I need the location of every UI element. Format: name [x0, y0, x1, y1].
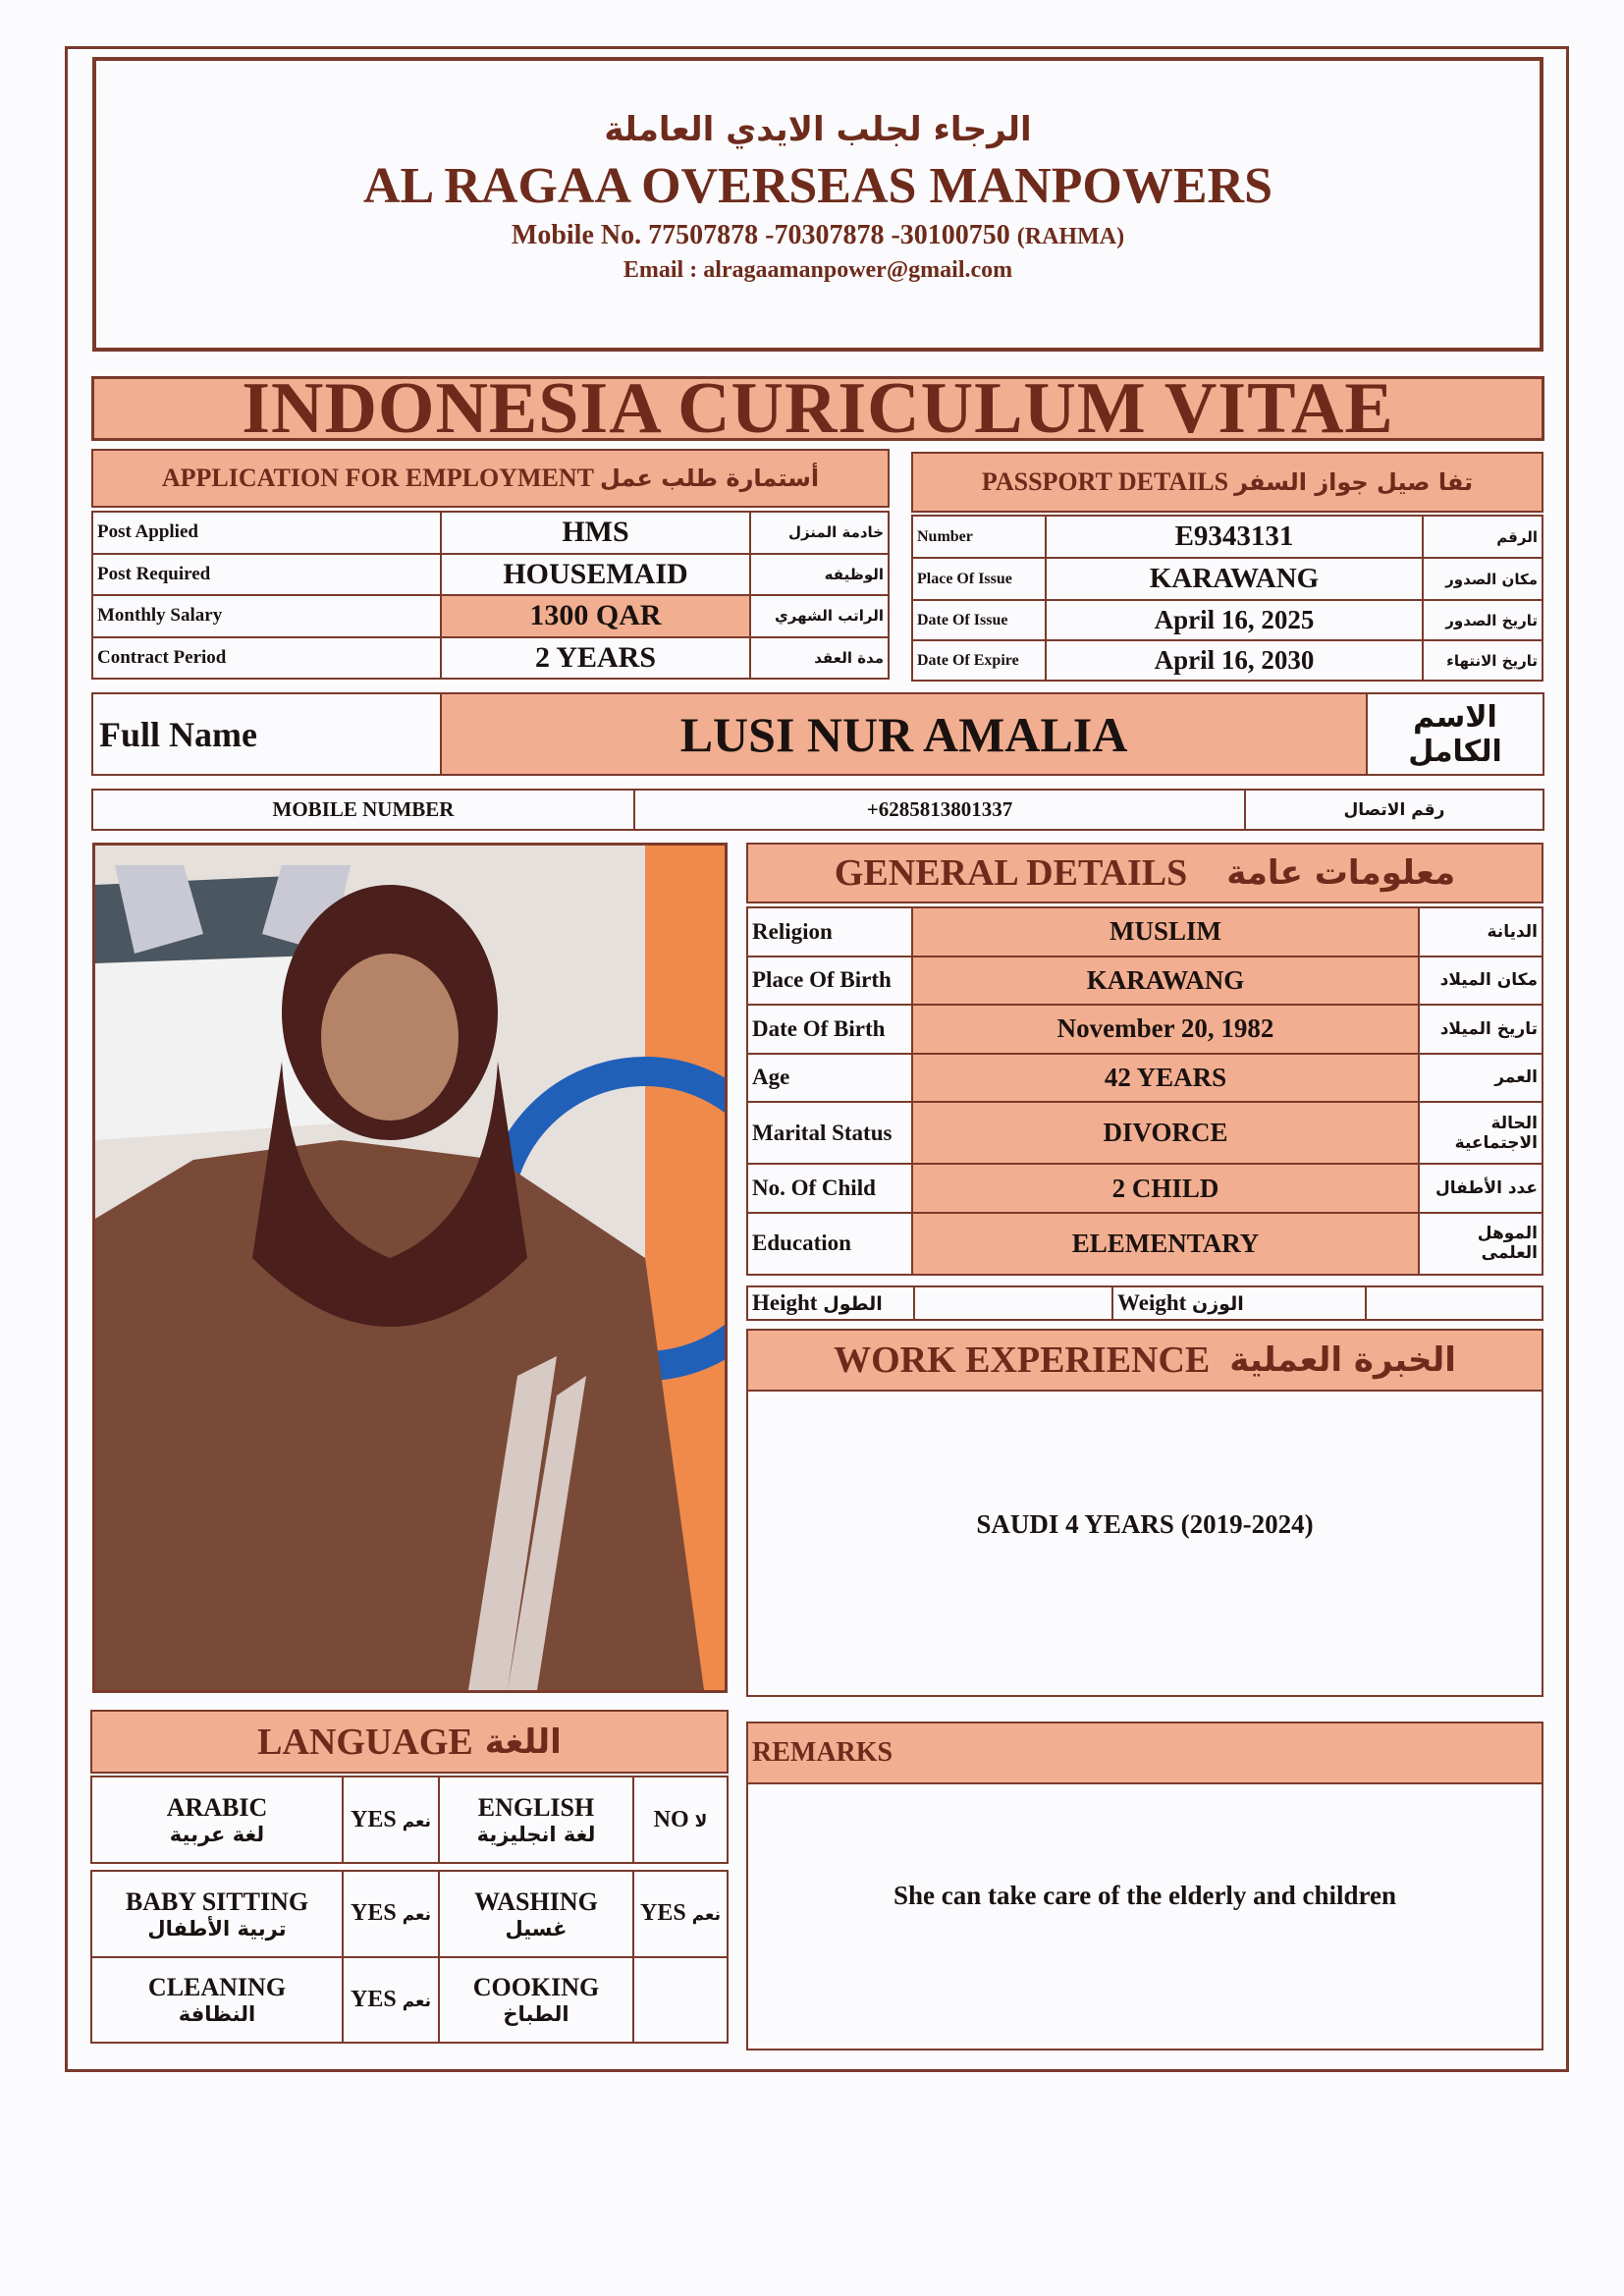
- general-value-religion: MUSLIM: [912, 907, 1419, 957]
- height-cell: [747, 1286, 914, 1320]
- app-arabic-post-required: الوظيفه: [750, 554, 889, 596]
- general-table: [746, 906, 1543, 1276]
- mobile-row: [91, 789, 1544, 831]
- skill-cleaning-label-ar: النظافة: [178, 2002, 256, 2027]
- general-arabic-children: عدد الأطفال: [1419, 1164, 1543, 1213]
- general-value-birthdate: November 20, 1982: [912, 1005, 1419, 1054]
- application-heading-en: APPLICATION FOR EMPLOYMENT: [161, 464, 594, 492]
- weight-cell: [1112, 1286, 1366, 1320]
- app-label-post-required: Post Required: [92, 554, 441, 596]
- app-value-monthly-salary: 1300 QAR: [441, 595, 750, 637]
- skill-washing-yes: YES: [640, 1900, 686, 1927]
- full-name-value: LUSI NUR AMALIA: [441, 693, 1367, 775]
- table-row: [912, 516, 1543, 558]
- general-arabic-education: الموهل العلمى: [1419, 1213, 1543, 1275]
- full-name-arabic: الاسم الكامل: [1367, 693, 1543, 775]
- cv-title-bar: [91, 368, 1544, 449]
- skill-cleaning-yes: YES: [351, 1986, 397, 2012]
- lang-english-label: ENGLISH: [477, 1793, 595, 1822]
- company-mobile: [96, 220, 1540, 251]
- work-heading: [748, 1331, 1542, 1392]
- mobile-value: +6285813801337: [634, 790, 1245, 830]
- app-label-contract-period: Contract Period: [92, 637, 441, 680]
- general-value-children: 2 CHILD: [912, 1164, 1419, 1213]
- height-weight-row: [746, 1285, 1543, 1321]
- lang-arabic-value: [343, 1777, 439, 1863]
- company-name: AL RAGAA OVERSEAS MANPOWERS: [362, 158, 1273, 214]
- lang-english-no: NO: [653, 1806, 689, 1832]
- general-heading-ar: معلومات عامة: [1226, 853, 1456, 893]
- general-heading: [746, 843, 1543, 903]
- app-arabic-contract-period: مدة العقد: [750, 637, 889, 680]
- language-heading-en: LANGUAGE: [257, 1721, 473, 1763]
- lang-english-no-ar: لا: [694, 1811, 708, 1831]
- general-value-education: ELEMENTARY: [912, 1213, 1419, 1275]
- company-email: Email : alragaamanpower@gmail.com: [623, 257, 1013, 283]
- table-row: [747, 957, 1543, 1006]
- skill-washing-label: WASHING: [474, 1886, 598, 1916]
- general-arabic-birthplace: مكان الميلاد: [1419, 957, 1543, 1006]
- general-label-religion: Religion: [747, 907, 912, 957]
- general-label-children: No. Of Child: [747, 1164, 912, 1213]
- table-row: [91, 1957, 728, 2044]
- remarks-text: She can take care of the elderly and children: [893, 1881, 1396, 1910]
- table-row: [747, 1286, 1543, 1320]
- table-row: [747, 1054, 1543, 1103]
- passport-label-place: Place Of Issue: [912, 558, 1046, 600]
- general-value-age: 42 YEARS: [912, 1054, 1419, 1103]
- cv-title: INDONESIA CURICULUM VITAE: [242, 368, 1394, 449]
- mobile-arabic: رقم الاتصال: [1245, 790, 1543, 830]
- skill-washing-value: [633, 1871, 728, 1957]
- app-value-contract-period: 2 YEARS: [441, 637, 750, 680]
- app-arabic-post-applied: خادمة المنزل: [750, 512, 889, 554]
- weight-label-ar: الوزن: [1192, 1293, 1244, 1315]
- remarks-heading: REMARKS: [752, 1737, 893, 1768]
- app-label-monthly-salary: Monthly Salary: [92, 595, 441, 637]
- language-heading: [90, 1710, 729, 1774]
- app-arabic-monthly-salary: الراتب الشهري: [750, 595, 889, 637]
- skill-cooking-cell: [439, 1957, 633, 2044]
- table-row: [92, 637, 889, 680]
- lang-arabic-cell: [91, 1777, 343, 1863]
- lang-arabic-label: ARABIC: [166, 1793, 268, 1822]
- table-row: [912, 640, 1543, 681]
- photo-illustration: [95, 846, 725, 1690]
- application-heading-ar: أستمارة طلب عمل: [599, 465, 820, 492]
- skill-cooking-label: COOKING: [472, 1973, 600, 2002]
- passport-value-number: E9343131: [1046, 516, 1423, 558]
- general-label-birthplace: Place Of Birth: [747, 957, 912, 1006]
- application-heading: [91, 449, 890, 508]
- work-experience-box: [746, 1329, 1543, 1697]
- passport-value-place: KARAWANG: [1046, 558, 1423, 600]
- skill-baby-yes-ar: نعم: [402, 1905, 431, 1926]
- lang-arabic-yes: YES: [351, 1806, 397, 1832]
- skill-cleaning-cell: [91, 1957, 343, 2044]
- candidate-photo: [92, 843, 728, 1693]
- work-heading-en: WORK EXPERIENCE: [834, 1339, 1211, 1381]
- general-label-marital: Marital Status: [747, 1102, 912, 1164]
- passport-heading: [911, 452, 1543, 513]
- skill-washing-cell: [439, 1871, 633, 1957]
- skill-baby-yes: YES: [351, 1900, 397, 1927]
- remarks-box: [746, 1722, 1543, 2050]
- language-heading-ar: اللغة: [484, 1722, 562, 1762]
- table-row: [747, 907, 1543, 957]
- general-arabic-religion: الديانة: [1419, 907, 1543, 957]
- table-row: [92, 554, 889, 596]
- skill-cleaning-yes-ar: نعم: [402, 1991, 431, 2011]
- passport-heading-en: PASSPORT DETAILS: [981, 467, 1229, 496]
- height-value: [914, 1286, 1112, 1320]
- passport-arabic-place: مكان الصدور: [1423, 558, 1543, 600]
- general-arabic-age: العمر: [1419, 1054, 1543, 1103]
- table-row: [91, 1871, 728, 1957]
- passport-label-issue-date: Date Of Issue: [912, 600, 1046, 640]
- general-label-education: Education: [747, 1213, 912, 1275]
- app-label-post-applied: Post Applied: [92, 512, 441, 554]
- weight-value: [1366, 1286, 1543, 1320]
- skill-baby-label: BABY SITTING: [125, 1886, 309, 1916]
- full-name-label: Full Name: [92, 693, 441, 775]
- general-value-birthplace: KARAWANG: [912, 957, 1419, 1006]
- lang-english-value: [633, 1777, 728, 1863]
- weight-label: Weight: [1117, 1290, 1187, 1315]
- general-label-age: Age: [747, 1054, 912, 1103]
- work-text: SAUDI 4 YEARS (2019-2024): [976, 1509, 1314, 1539]
- passport-label-expire-date: Date Of Expire: [912, 640, 1046, 681]
- table-row: [92, 693, 1543, 775]
- mobile-label: MOBILE NUMBER: [92, 790, 634, 830]
- skill-baby-value: [343, 1871, 439, 1957]
- table-row: [912, 558, 1543, 600]
- app-value-post-required: HOUSEMAID: [441, 554, 750, 596]
- skill-cleaning-value: [343, 1957, 439, 2044]
- lang-english-cell: [439, 1777, 633, 1863]
- remarks-heading-bar: [748, 1723, 1542, 1784]
- app-value-post-applied: HMS: [441, 512, 750, 554]
- table-row: [92, 512, 889, 554]
- passport-value-issue-date: April 16, 2025: [1046, 600, 1423, 640]
- table-row: [92, 790, 1543, 830]
- company-header: [92, 57, 1543, 352]
- passport-value-expire-date: April 16, 2030: [1046, 640, 1423, 681]
- work-heading-ar: الخبرة العملية: [1229, 1340, 1456, 1380]
- height-label-ar: الطول: [823, 1293, 883, 1315]
- table-row: [747, 1213, 1543, 1275]
- passport-arabic-expire-date: تاريخ الانتهاء: [1423, 640, 1543, 681]
- height-label: Height: [752, 1290, 818, 1315]
- general-arabic-marital: الحالة الاجتماعية: [1419, 1102, 1543, 1164]
- passport-table: [911, 515, 1543, 682]
- lang-english-label-ar: لغة انجليزية: [476, 1823, 596, 1846]
- skill-baby-label-ar: تربية الأطفال: [147, 1916, 287, 1941]
- table-row: [747, 1005, 1543, 1054]
- general-label-birthdate: Date Of Birth: [747, 1005, 912, 1054]
- skills-table: [90, 1870, 729, 2044]
- application-table: [91, 511, 890, 680]
- general-arabic-birthdate: تاريخ الميلاد: [1419, 1005, 1543, 1054]
- general-value-marital: DIVORCE: [912, 1102, 1419, 1164]
- company-mobile-numbers: Mobile No. 77507878 -70307878 -30100750: [511, 220, 1010, 250]
- table-row: [747, 1102, 1543, 1164]
- passport-label-number: Number: [912, 516, 1046, 558]
- passport-arabic-issue-date: تاريخ الصدور: [1423, 600, 1543, 640]
- skill-washing-label-ar: غسيل: [505, 1916, 568, 1941]
- passport-heading-ar: تفا صيل جواز السفر: [1234, 468, 1474, 496]
- company-arabic-name: الرجاء لجلب الايدي العاملة: [604, 110, 1032, 149]
- table-row: [912, 600, 1543, 640]
- table-row: [91, 1777, 728, 1863]
- company-mobile-contact: (RAHMA): [1016, 224, 1125, 249]
- passport-arabic-number: الرقم: [1423, 516, 1543, 558]
- lang-arabic-label-ar: لغة عربية: [169, 1823, 265, 1846]
- skill-cooking-label-ar: الطباخ: [503, 2002, 569, 2027]
- table-row: [92, 595, 889, 637]
- skill-cleaning-label: CLEANING: [147, 1973, 287, 2002]
- skill-cooking-value: [633, 1957, 728, 2044]
- lang-arabic-yes-ar: نعم: [402, 1811, 431, 1831]
- language-table: [90, 1776, 729, 1864]
- full-name-row: [91, 692, 1544, 776]
- skill-washing-yes-ar: نعم: [691, 1905, 721, 1926]
- table-row: [747, 1164, 1543, 1213]
- general-heading-en: GENERAL DETAILS: [834, 852, 1188, 894]
- skill-baby-cell: [91, 1871, 343, 1957]
